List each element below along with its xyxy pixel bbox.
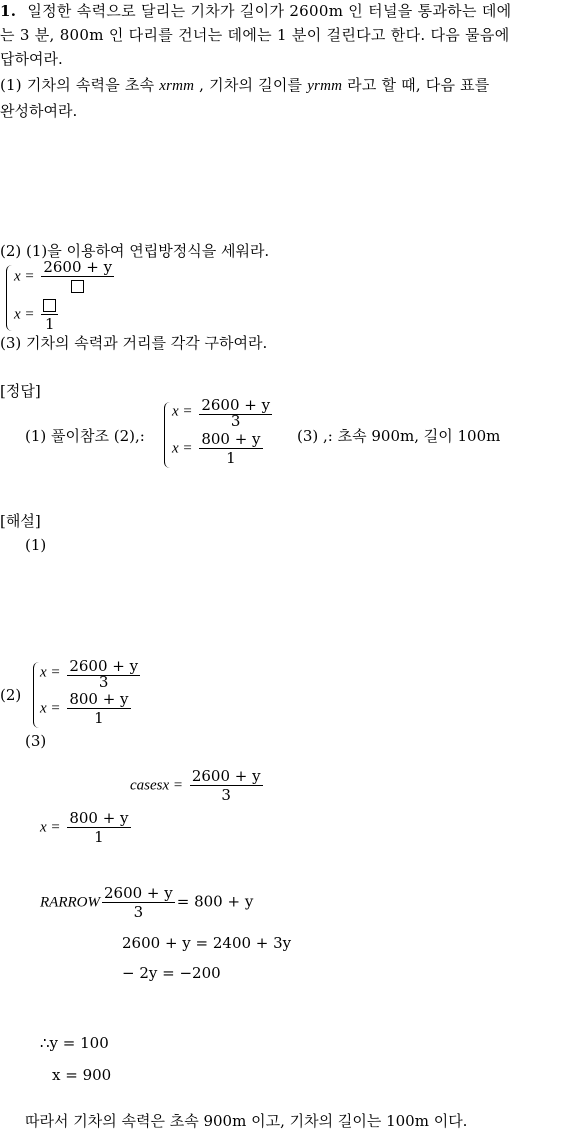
question-1-text-a: (1) 기차의 속력을 초속 <box>0 76 160 94</box>
answer-eq-1-lhs: x = <box>172 403 193 420</box>
solution-2-brace <box>33 662 40 728</box>
answer-eq-1-fraction <box>199 396 272 430</box>
question-2-eq-2-denominator: 1 <box>41 314 58 333</box>
solution-3-cases <box>130 767 265 804</box>
question-2-eq-2-numerator <box>41 296 58 314</box>
blank-box <box>43 299 56 312</box>
answer-header: [정답] <box>0 382 41 400</box>
question-2-eq-2 <box>14 296 60 333</box>
blank-box <box>71 280 84 293</box>
solution-conclusion: 따라서 기차의 속력은 초속 900m 이고, 기차의 길이는 100m 이다. <box>25 1112 468 1130</box>
answer-3: (3) ,: 초속 900m, 길이 100m <box>297 427 501 445</box>
solution-3-therefore: ∴y = 100 <box>40 1034 109 1052</box>
solution-3-x-lhs: x = <box>40 819 61 836</box>
solution-3-x-value: x = 900 <box>52 1066 112 1084</box>
solution-2-eq-1 <box>40 657 142 691</box>
solution-3-cases-lhs: casesx = <box>130 777 184 794</box>
question-1-text-c: 라고 할 때, 다음 표를 <box>342 76 490 94</box>
solution-3-step-2: 2600 + y = 2400 + 3y <box>122 934 292 952</box>
question-2-eq-1-fraction <box>41 258 114 295</box>
solution-3-rarrow-label: RARROW <box>40 894 100 911</box>
solution-3-x-denominator: 1 <box>67 827 130 846</box>
answer-eq-2-numerator: 800 + y <box>201 430 261 448</box>
question-2-brace <box>6 265 13 331</box>
solution-3-cases-numerator: 2600 + y <box>191 767 261 785</box>
solution-3-x-fraction <box>67 809 130 846</box>
question-1-var-y: yrmm <box>307 78 343 94</box>
question-1-line-2: 완성하여라. <box>0 102 78 120</box>
solution-2-eq-2-fraction <box>67 690 130 727</box>
answer-eq-1 <box>172 396 274 430</box>
question-1-text-b: , 기차의 길이를 <box>194 76 308 94</box>
solution-3-rarrow-fraction <box>102 884 175 921</box>
answer-eq-2-fraction <box>199 430 262 467</box>
answer-eq-1-numerator: 2600 + y <box>201 396 271 414</box>
solution-3-rarrow-numerator: 2600 + y <box>103 884 173 902</box>
solution-2-eq-2-denominator: 1 <box>67 708 130 727</box>
question-3: (3) 기차의 속력과 거리를 각각 구하여라. <box>0 334 268 352</box>
solution-2-eq-1-denominator: 3 <box>67 675 140 688</box>
solution-2-eq-1-lhs: x = <box>40 664 61 681</box>
solution-2-label: (2) <box>0 686 22 704</box>
answer-eq-2-denominator: 1 <box>199 448 262 467</box>
solution-3-rarrow-denominator: 3 <box>102 902 175 921</box>
problem-line-3: 답하여라. <box>0 50 63 68</box>
question-2-eq-2-fraction <box>41 296 58 333</box>
solution-2-eq-1-numerator: 2600 + y <box>69 657 139 675</box>
solution-2-eq-2 <box>40 690 133 727</box>
solution-2-eq-1-fraction <box>67 657 140 691</box>
solution-3-x <box>40 809 133 846</box>
question-2-eq-1-denominator <box>41 276 114 295</box>
question-2-eq-1-lhs: x = <box>14 268 35 285</box>
question-2-eq-1-numerator: 2600 + y <box>43 258 113 276</box>
solution-3-rarrow-rhs: = 800 + y <box>176 892 254 911</box>
solution-2-eq-2-lhs: x = <box>40 700 61 717</box>
answer-1-2: (1) 풀이참조 (2),: <box>25 427 145 445</box>
problem-number: 1. <box>0 2 17 20</box>
problem-line-1 <box>0 0 511 21</box>
solution-header: [해설] <box>0 512 41 530</box>
problem-text-1: 일정한 속력으로 달리는 기차가 길이가 2600m 인 터널을 통과하는 데에 <box>27 2 512 20</box>
solution-1: (1) <box>25 536 47 554</box>
solution-2-eq-2-numerator: 800 + y <box>69 690 129 708</box>
question-2-eq-1 <box>14 258 116 295</box>
answer-eq-2 <box>172 430 265 467</box>
solution-3-cases-denominator: 3 <box>190 785 263 804</box>
question-2-eq-2-lhs: x = <box>14 306 35 323</box>
answer-eq-1-denominator: 3 <box>199 414 272 427</box>
problem-line-2: 는 3 분, 800m 인 다리를 건너는 데에는 1 분이 걸린다고 한다. 다음 물음에 <box>0 26 510 44</box>
solution-3-cases-fraction <box>190 767 263 804</box>
question-1 <box>0 74 490 95</box>
answer-brace <box>164 402 171 468</box>
answer-eq-2-lhs: x = <box>172 440 193 457</box>
solution-3-x-numerator: 800 + y <box>69 809 129 827</box>
solution-3: (3) <box>25 732 47 750</box>
solution-3-step-3: − 2y = −200 <box>122 964 221 982</box>
question-2: (2) (1)을 이용하여 연립방정식을 세워라. <box>0 242 270 260</box>
question-1-var-x: xrmm <box>159 78 195 94</box>
solution-3-rarrow <box>40 884 253 921</box>
